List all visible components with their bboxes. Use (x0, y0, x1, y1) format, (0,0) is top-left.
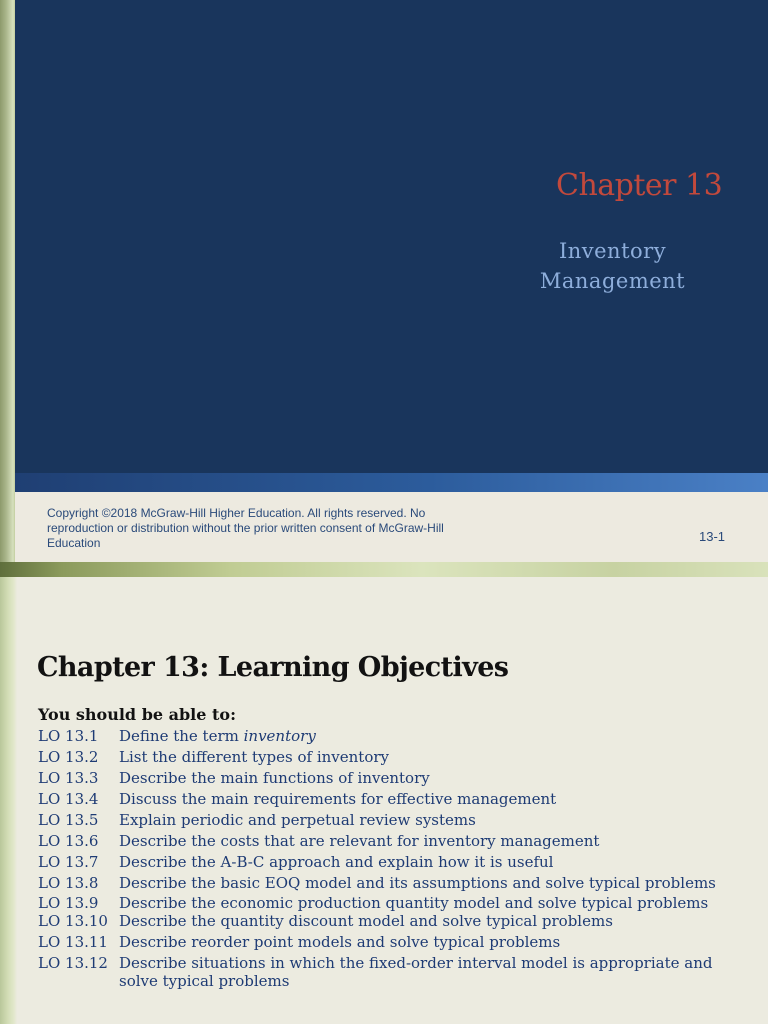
objective-text-main: Explain periodic and perpetual review systems (119, 811, 476, 829)
objective-text (119, 748, 738, 766)
objective-item (38, 811, 738, 829)
objective-text-main: Describe the economic production quantity model and solve typical problems (119, 894, 709, 912)
objective-text (119, 727, 738, 745)
objective-text-main: Describe reorder point models and solve typical problems (119, 933, 561, 951)
objective-code: LO 13.9 (38, 894, 99, 912)
objective-item (38, 954, 738, 990)
objective-text (119, 912, 738, 930)
objective-text (119, 769, 738, 787)
chapter-subtitle (520, 236, 705, 296)
objective-text-main: Define the term (119, 727, 244, 745)
objective-code: LO 13.8 (38, 874, 99, 892)
copyright-notice: Copyright ©2018 McGraw-Hill Higher Education. All rights reserved. No reproduction or distribution without the prior written consent of McGraw-Hill Education (47, 506, 444, 550)
objective-text-main: Describe situations in which the fixed-order interval model is appropriate and solve typical problems (119, 954, 713, 990)
objective-item (38, 748, 738, 766)
objective-text (119, 933, 738, 951)
subtitle-line-2: Management (539, 269, 686, 293)
objective-item (38, 853, 738, 871)
objective-code: LO 13.6 (38, 832, 99, 850)
slide-separator (0, 562, 768, 577)
objective-text-main: Describe the costs that are relevant for inventory management (119, 832, 600, 850)
objective-code: LO 13.10 (38, 912, 108, 930)
objective-text (119, 853, 738, 871)
objectives-list (38, 727, 738, 990)
objective-item (38, 727, 738, 745)
objective-text (119, 790, 738, 808)
subtitle-line-1: Inventory (558, 239, 667, 263)
objective-code: LO 13.4 (38, 790, 99, 808)
objective-item (38, 894, 738, 912)
objective-item (38, 912, 738, 930)
objectives-intro: You should be able to: (38, 705, 236, 724)
title-slide-accent-band (15, 473, 768, 492)
objective-code: LO 13.1 (38, 727, 99, 745)
objective-item (38, 874, 738, 892)
objective-code: LO 13.3 (38, 769, 99, 787)
objective-text (119, 811, 738, 829)
objective-text (119, 874, 738, 892)
objective-text (119, 832, 738, 850)
objective-text-main: Describe the A-B-C approach and explain how it is useful (119, 853, 554, 871)
objective-item (38, 790, 738, 808)
objective-text-main: Discuss the main requirements for effective management (119, 790, 557, 808)
objective-code: LO 13.11 (38, 933, 108, 951)
objective-text-main: Describe the basic EOQ model and its assumptions and solve typical problems (119, 874, 716, 892)
objective-text-main: Describe the main functions of inventory (119, 769, 430, 787)
objectives-heading: Chapter 13: Learning Objectives (37, 652, 509, 683)
objective-code: LO 13.2 (38, 748, 99, 766)
objective-text-main: List the different types of inventory (119, 748, 389, 766)
objective-text (119, 894, 738, 912)
objective-text-main: Describe the quantity discount model and solve typical problems (119, 912, 613, 930)
objective-text (119, 954, 738, 990)
objective-code: LO 13.12 (38, 954, 108, 972)
objective-item (38, 933, 738, 951)
objective-text-emphasis: inventory (243, 727, 316, 745)
objective-code: LO 13.7 (38, 853, 99, 871)
objective-item (38, 769, 738, 787)
objective-item (38, 832, 738, 850)
chapter-title: Chapter 13 (556, 168, 723, 203)
page-number: 13-1 (699, 529, 726, 544)
objective-code: LO 13.5 (38, 811, 99, 829)
